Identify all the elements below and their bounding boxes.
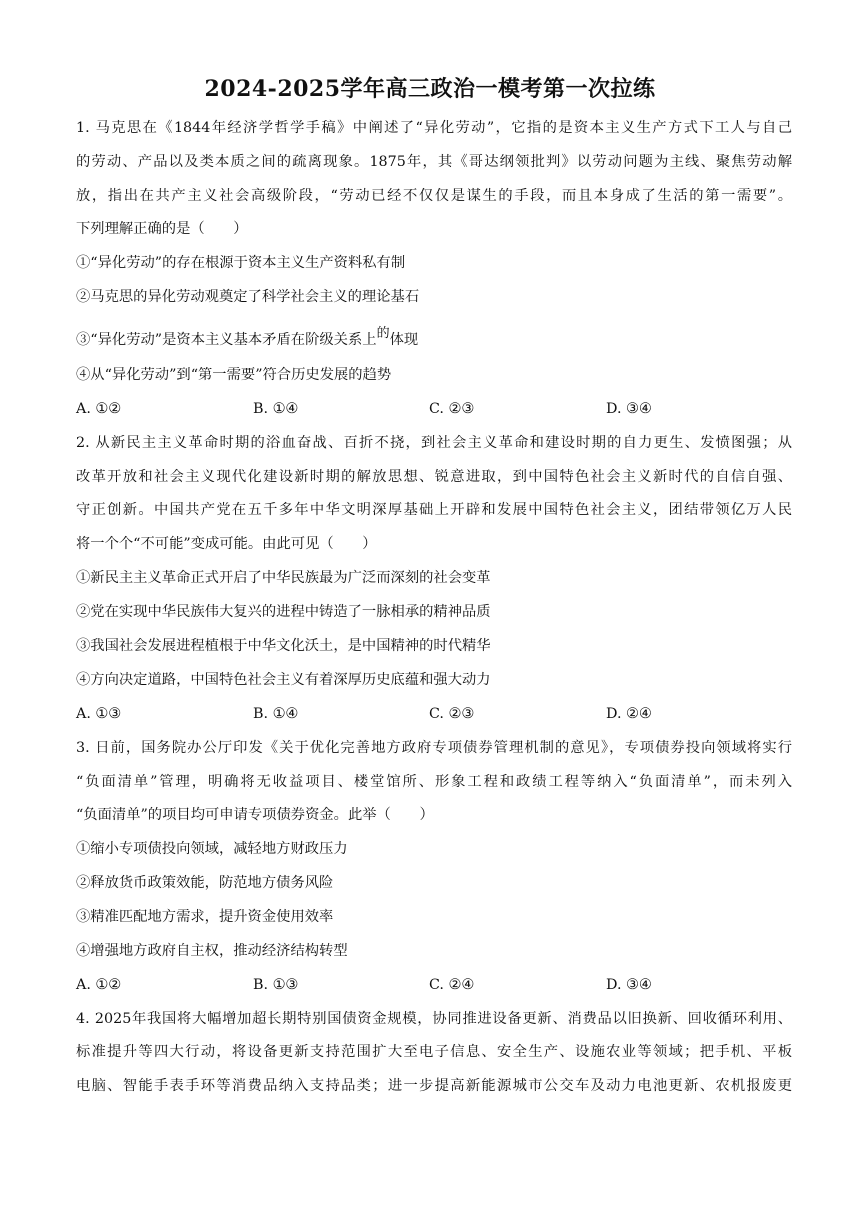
q1-item-4: ④从“异化劳动”到“第一需要”符合历史发展的趋势 [76, 367, 392, 383]
q3-item-1: ①缩小专项债投向领域，减轻地方财政压力 [76, 841, 348, 857]
q4-stem-line-3: 电脑、智能手表手环等消费品纳入支持品类；进一步提高新能源城市公交车及动力电池更新、农机报废更 [76, 1078, 792, 1094]
q4-stem-line-1: 4. 2025年我国将大幅增加超长期特别国债资金规模，协同推进设备更新、消费品以旧换新、回收循环利用、 [76, 1011, 792, 1027]
q1-item-3-tail: 体现 [389, 332, 419, 348]
q3-option-c[interactable]: C. ②④ [429, 977, 475, 993]
q1-item-3-raised-char: 的 [376, 326, 390, 341]
q3-options [76, 975, 792, 995]
q2-stem-line-1: 2. 从新民主主义革命时期的浴血奋战、百折不挠，到社会主义革命和建设时期的自力更生、发愤图强；从 [76, 435, 792, 451]
q2-stem-line-2: 改革开放和社会主义现代化建设新时期的解放思想、锐意进取，到中国特色社会主义新时代的自信自强、 [76, 469, 792, 485]
q1-stem-line-1: 1. 马克思在《1844年经济学哲学手稿》中阐述了“异化劳动”，它指的是资本主义生产方式下工人与自己 [76, 120, 792, 136]
q3-option-d[interactable]: D. ③④ [606, 977, 652, 993]
q1-option-c[interactable]: C. ②③ [429, 401, 475, 417]
q2-stem-line-4: 将一个个“不可能”变成可能。由此可见（ ） [76, 536, 377, 552]
q3-stem-line-2: “负面清单”管理，明确将无收益项目、楼堂馆所、形象工程和政绩工程等纳入“负面清单”，而未列入 [76, 774, 792, 790]
q1-item-3 [76, 326, 792, 351]
q3-item-3: ③精准匹配地方需求，提升资金使用效率 [76, 909, 334, 925]
q3-option-b[interactable]: B. ①③ [253, 977, 299, 993]
q1-option-a[interactable]: A. ①② [76, 401, 122, 417]
q2-option-d[interactable]: D. ②④ [606, 706, 652, 722]
q2-stem-line-3: 守正创新。中国共产党在五千多年中华文明深厚基础上开辟和发展中国特色社会主义，团结带领亿万人民 [76, 502, 792, 518]
q2-item-4: ④方向决定道路，中国特色社会主义有着深厚历史底蕴和强大动力 [76, 672, 491, 688]
q1-stem-line-4: 下列理解正确的是（ ） [76, 221, 248, 237]
q2-item-3: ③我国社会发展进程植根于中华文化沃土，是中国精神的时代精华 [76, 638, 491, 654]
q2-item-1: ①新民主主义革命正式开启了中华民族最为广泛而深刻的社会变革 [76, 570, 491, 586]
q4-stem-line-2: 标准提升等四大行动，将设备更新支持范围扩大至电子信息、安全生产、设施农业等领域；把手机、平板 [76, 1044, 792, 1060]
q3-stem-line-1: 3. 日前，国务院办公厅印发《关于优化完善地方政府专项债券管理机制的意见》，专项债券投向领域将实行 [76, 740, 792, 756]
q2-option-c[interactable]: C. ②③ [429, 706, 475, 722]
q2-option-b[interactable]: B. ①④ [253, 706, 299, 722]
q3-stem-line-3: “负面清单”的项目均可申请专项债券资金。此举（ ） [76, 807, 434, 823]
q3-option-a[interactable]: A. ①② [76, 977, 122, 993]
q1-item-3-text: ③“异化劳动”是资本主义基本矛盾在阶级关系上 [76, 332, 377, 348]
page-title: 2024-2025学年高三政治一模考第一次拉练 [204, 76, 656, 102]
q2-item-2: ②党在实现中华民族伟大复兴的进程中铸造了一脉相承的精神品质 [76, 604, 491, 620]
q1-stem-line-2: 的劳动、产品以及类本质之间的疏离现象。1875年，其《哥达纲领批判》以劳动问题为主线、聚焦劳动解 [76, 154, 792, 170]
q1-item-1: ①“异化劳动”的存在根源于资本主义生产资料私有制 [76, 255, 406, 271]
q1-option-b[interactable]: B. ①④ [253, 401, 299, 417]
q3-item-2: ②释放货币政策效能，防范地方债务风险 [76, 875, 334, 891]
q1-stem-line-3: 放，指出在共产主义社会高级阶段，“劳动已经不仅仅是谋生的手段，而且本身成了生活的第一需要”。 [76, 188, 792, 204]
q1-item-2: ②马克思的异化劳动观奠定了科学社会主义的理论基石 [76, 289, 420, 305]
q1-options [76, 399, 792, 419]
q2-options [76, 704, 792, 724]
q1-option-d[interactable]: D. ③④ [606, 401, 652, 417]
q3-item-4: ④增强地方政府自主权，推动经济结构转型 [76, 943, 348, 959]
q2-option-a[interactable]: A. ①③ [76, 706, 122, 722]
